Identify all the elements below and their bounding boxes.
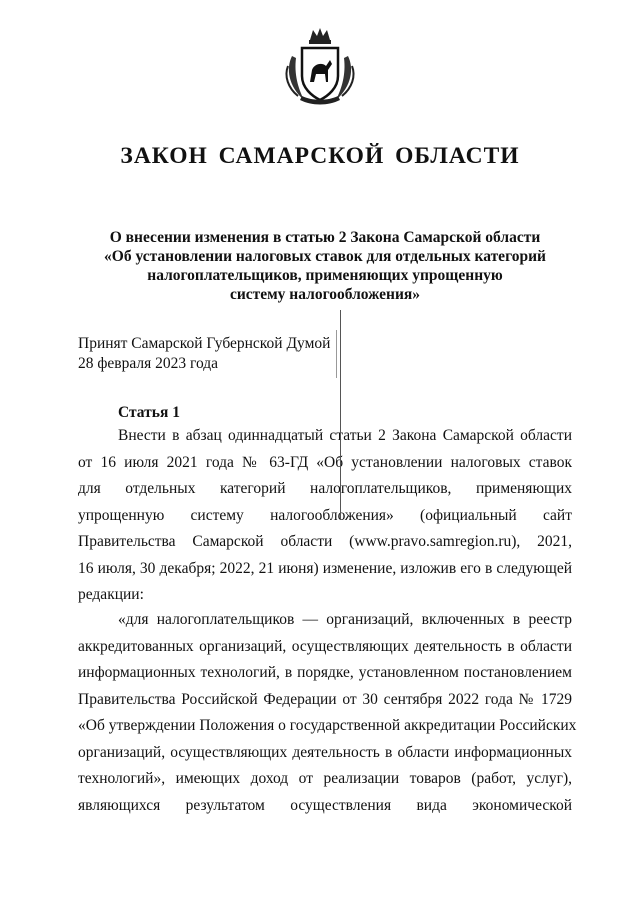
text-line: редакции: <box>78 586 144 603</box>
text-line: «Об утверждении Положения о государственной аккредитации Российских <box>78 717 577 734</box>
text-line: Правительства Российской Федерации от 30 сентября 2022 года № 1729 <box>78 690 572 708</box>
law-subject <box>80 228 570 304</box>
adoption-date: 28 февраля 2023 года <box>78 355 219 372</box>
paragraph-1 <box>78 423 572 609</box>
samara-coat-of-arms-icon <box>282 26 358 108</box>
text-line: Правительства Самарской области (www.pravo.samregion.ru), 2021, <box>78 533 572 550</box>
text-line: являющихся результатом осуществления вида экономической <box>78 796 572 814</box>
text-line: организаций, осуществляющих деятельность в области информационных <box>78 743 572 761</box>
paragraph-2 <box>78 607 577 819</box>
law-title: ЗАКОН САМАРСКОЙ ОБЛАСТИ <box>120 143 520 169</box>
text-line: от 16 июля 2021 года № 63-ГД «Об установлении налоговых ставок <box>78 453 572 471</box>
article-title: Статья 1 <box>118 404 180 421</box>
text-line: упрощенную систему налогообложения» (официальный сайт <box>78 506 572 524</box>
subject-line: налогоплательщиков, применяющих упрощенную <box>147 267 503 284</box>
text-line: Внести в абзац одиннадцатый статьи 2 Закона Самарской области <box>118 427 572 444</box>
text-line: 16 июля, 30 декабря; 2022, 21 июня) изменение, изложив его в следующей <box>78 559 572 577</box>
adoption-line: Принят Самарской Губернской Думой <box>78 335 331 352</box>
text-line: аккредитованных организаций, осуществляющих деятельность в области <box>78 637 572 655</box>
text-line: информационных технологий, в порядке, установленном постановлением <box>78 664 572 681</box>
text-line: «для налогоплательщиков — организаций, включенных в реестр <box>118 611 572 628</box>
adoption-note <box>78 334 330 374</box>
text-line: технологий», имеющих доход от реализации товаров (работ, услуг), <box>78 770 572 787</box>
subject-line: О внесении изменения в статью 2 Закона Самарской области <box>109 229 541 246</box>
subject-line: систему налогообложения» <box>229 286 421 303</box>
scan-artifact-line <box>340 310 341 520</box>
subject-line: «Об установлении налоговых ставок для отдельных категорий <box>104 248 546 265</box>
scan-artifact-line <box>336 330 337 378</box>
text-line: для отдельных категорий налогоплательщиков, применяющих <box>78 480 572 497</box>
